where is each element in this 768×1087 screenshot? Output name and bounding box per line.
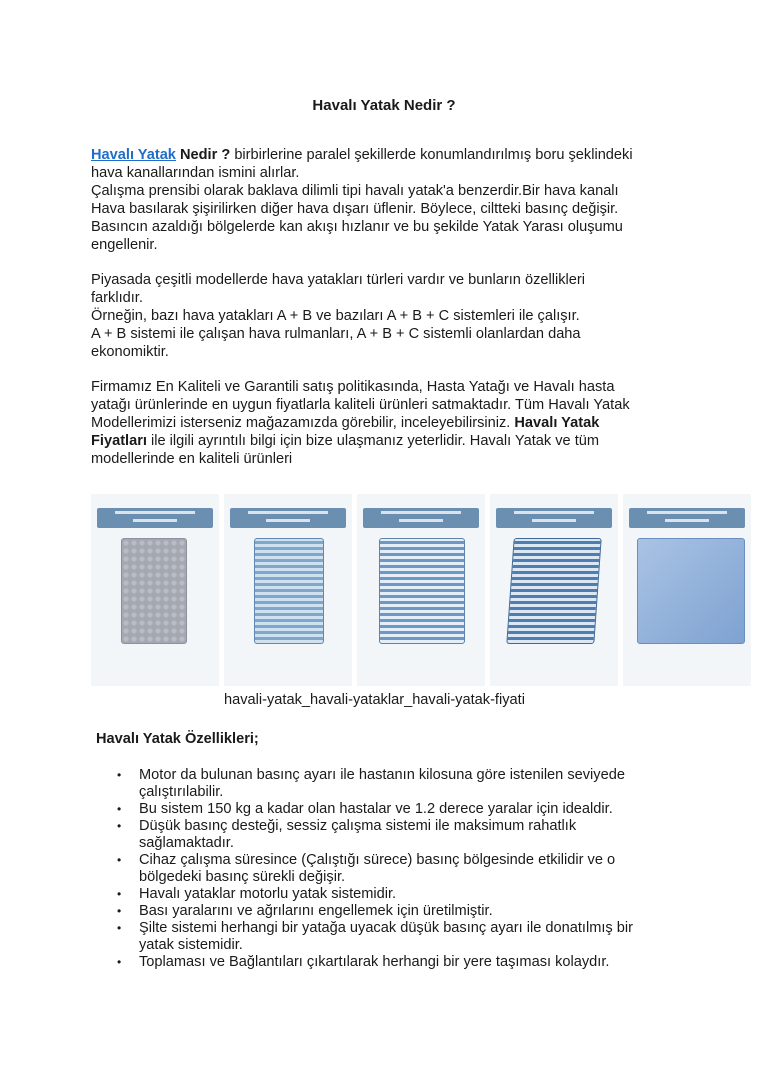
list-item-text: bölgedeki basınç sürekli değişir. (139, 869, 346, 885)
list-item (91, 767, 671, 801)
mattress-5 (637, 538, 745, 644)
company-line-5: modellerinde en kaliteli ürünleri (91, 451, 293, 467)
company-line-2: yatağı ürünlerinde en uygun fiyatlarla kaliteli ürünleri satmaktadır. Tüm Havalı Yatak (91, 397, 630, 413)
list-item-text: Şilte sistemi herhangi bir yatağa uyacak düşük basınç ayarı ile donatılmış bir (139, 920, 633, 936)
bullet-icon: • (117, 819, 122, 833)
list-item-text: sağlamaktadır. (139, 835, 234, 851)
image-caption: havali-yatak_havali-yataklar_havali-yatak-fiyati (224, 692, 525, 708)
bullet-icon: • (117, 768, 122, 782)
company-line-4 (91, 432, 691, 450)
intro-line-1 (91, 146, 691, 164)
product-card-3 (357, 494, 485, 686)
list-item (91, 886, 671, 903)
product-card-4 (490, 494, 618, 686)
list-item (91, 954, 671, 971)
list-item-text: Havalı yataklar motorlu yatak sistemidir. (139, 886, 397, 902)
bullet-icon: • (117, 955, 122, 969)
list-item (91, 818, 671, 852)
company-line-3-bold: Havalı Yatak (514, 415, 600, 431)
intro-line-4: Hava basılarak şişirilirken diğer hava dışarı üflenir. Böylece, ciltteki basınç değişir. (91, 201, 619, 217)
company-line-3 (91, 414, 691, 432)
list-item-text: Bu sistem 150 kg a kadar olan hastalar ve 1.2 derece yaralar için idealdir. (139, 801, 613, 817)
company-line-4-bold: Fiyatları (91, 433, 147, 449)
product-label-3 (363, 508, 479, 528)
list-item (91, 920, 671, 954)
company-line-4-text: ile ilgili ayrıntılı bilgi için bize ulaşmanız yeterlidir. Havalı Yatak ve tüm (146, 433, 600, 449)
models-paragraph (91, 271, 691, 361)
list-item-text: yatak sistemidir. (139, 937, 243, 953)
bullet-icon: • (117, 921, 122, 935)
company-line-3-text: Modellerimizi isterseniz mağazamızda görebilir, inceleyebilirsiniz. (91, 415, 515, 431)
havali-yatak-link[interactable]: Havalı Yatak (91, 147, 176, 163)
mattress-4 (506, 538, 601, 644)
intro-bold: Nedir ? (175, 147, 231, 163)
company-paragraph (91, 378, 691, 468)
product-label-1 (97, 508, 213, 528)
product-image (91, 494, 751, 686)
list-item (91, 903, 671, 920)
company-line-1: Firmamız En Kaliteli ve Garantili satış politikasında, Hasta Yatağı ve Havalı hasta (91, 379, 615, 395)
list-item-text: Düşük basınç desteği, sessiz çalışma sistemi ile maksimum rahatlık (139, 818, 577, 834)
models-line-4: A + B sistemi ile çalışan hava rulmanları, A + B + C sistemli olanlardan daha (91, 326, 581, 342)
list-item-text: Toplaması ve Bağlantıları çıkartılarak herhangi bir yere taşıması kolaydır. (139, 954, 610, 970)
models-line-2: farklıdır. (91, 290, 143, 306)
bullet-icon: • (117, 802, 122, 816)
mattress-3 (379, 538, 465, 644)
list-item-text: Cihaz çalışma süresince (Çalıştığı sürece) basınç bölgesinde etkilidir ve o (139, 852, 616, 868)
intro-line-2: hava kanallarından ismini alırlar. (91, 165, 300, 181)
mattress-2 (254, 538, 324, 644)
product-label-5 (629, 508, 745, 528)
intro-line-3: Çalışma prensibi olarak baklava dilimli tipi havalı yatak'a benzerdir.Bir hava kanalı (91, 183, 619, 199)
models-line-5: ekonomiktir. (91, 344, 169, 360)
product-label-4 (496, 508, 612, 528)
intro-line-6: engellenir. (91, 237, 158, 253)
bullet-icon: • (117, 853, 122, 867)
intro-line-1-text: birbirlerine paralel şekillerde konumlandırılmış boru şeklindeki (230, 147, 633, 163)
bullet-icon: • (117, 887, 122, 901)
features-heading: Havalı Yatak Özellikleri; (96, 731, 259, 747)
models-line-3: Örneğin, bazı hava yatakları A + B ve bazıları A + B + C sistemleri ile çalışır. (91, 308, 580, 324)
list-item-text: çalıştırılabilir. (139, 784, 224, 800)
bullet-icon: • (117, 904, 122, 918)
product-card-2 (224, 494, 352, 686)
product-label-2 (230, 508, 346, 528)
product-card-5 (623, 494, 751, 686)
page-title: Havalı Yatak Nedir ? (312, 97, 456, 114)
list-item (91, 801, 671, 818)
mattress-1 (121, 538, 187, 644)
models-line-1: Piyasada çeşitli modellerde hava yatakları türleri vardır ve bunların özellikleri (91, 272, 585, 288)
list-item-text: Motor da bulunan basınç ayarı ile hastanın kilosuna göre istenilen seviyede (139, 767, 625, 783)
list-item-text: Bası yaralarını ve ağrılarını engellemek için üretilmiştir. (139, 903, 493, 919)
intro-paragraph (91, 146, 691, 254)
features-list (91, 767, 671, 971)
list-item (91, 852, 671, 886)
product-card-1 (91, 494, 219, 686)
intro-line-5: Basıncın azaldığı bölgelerde kan akışı hızlanır ve bu şekilde Yatak Yarası oluşumu (91, 219, 623, 235)
